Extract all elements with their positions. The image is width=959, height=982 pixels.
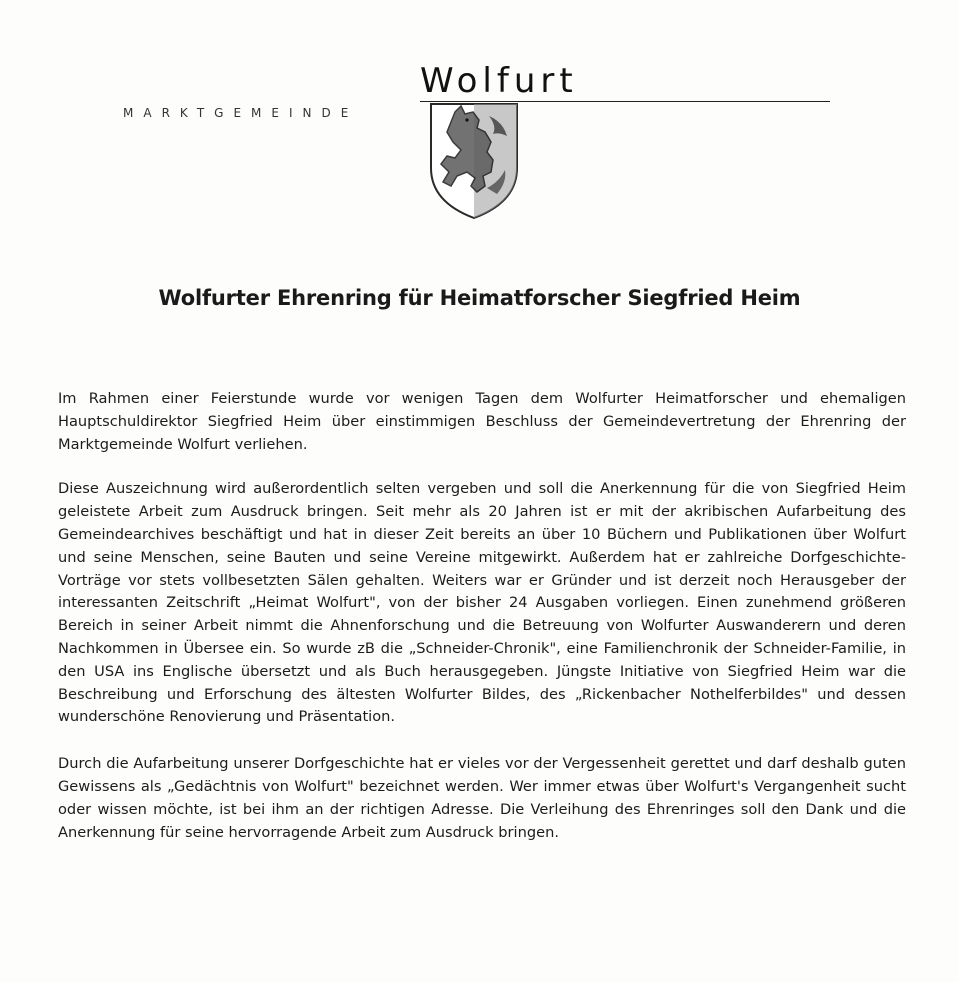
letterhead <box>0 0 959 240</box>
coat-of-arms-wolf-icon <box>427 102 521 220</box>
brand-name: Wolfurt <box>420 61 578 101</box>
page-title: Wolfurter Ehrenring für Heimatforscher Siegfried Heim <box>158 286 801 310</box>
paragraph: Im Rahmen einer Feierstunde wurde vor wenigen Tagen dem Wolfurter Heimatforscher und ehemaligen Hauptschuldirektor Siegfried Heim über einstimmigen Beschluss der Gemeindevertretung der Ehrenring der Marktgemeinde Wolfurt verliehen. <box>58 390 906 453</box>
paragraph: Diese Auszeichnung wird außerordentlich selten vergeben und soll die Anerkennung für die von Siegfried Heim geleistete Arbeit zum Ausdruck bringen. Seit mehr als 20 Jahren ist er mit der akribischen Aufarbeitung des Gemeindearchives beschäftigt und hat in dieser Zeit bereits an über 10 Büchern und Publikationen über Wolfurt und seine Menschen, seine Bauten und seine Vereine mitgewirkt. Außerdem hat er zahlreiche Dorfgeschichte-Vorträge vor stets vollbesetzten Sälen gehalten. Weiters war er Gründer und ist derzeit noch Herausgeber der interessanten Zeitschrift „Heimat Wolfurt", von der bisher 24 Ausgaben vorliegen. Einen zunehmend größeren Bereich in seiner Arbeit nimmt die Ahnenforschung und die Betreuung von Wolfurter Auswanderern und deren Nachkommen in Übersee ein. So wurde zB die „Schneider-Chronik", eine Familienchronik der Schneider-Familie, in den USA ins Englische übersetzt und als Buch herausgegeben. Jüngste Initiative von Siegfried Heim war die Beschreibung und Erforschung des ältesten Wolfurter Bildes, des „Rickenbacher Nothelferbildes" und dessen wunderschöne Renovierung und Präsentation. <box>58 480 906 726</box>
brand-subtitle: MARKTGEMEINDE <box>123 106 359 120</box>
article-body <box>58 388 906 866</box>
paragraph: Durch die Aufarbeitung unserer Dorfgeschichte hat er vieles vor der Vergessenheit gerettet und darf deshalb guten Gewissens als „Gedächtnis von Wolfurt" bezeichnet werden. Wer immer etwas über Wolfurt's Vergangenheit sucht oder wissen möchte, ist bei ihm an der richtigen Adresse. Die Verleihung des Ehrenringes soll den Dank und die Anerkennung für seine hervorragende Arbeit zum Ausdruck bringen. <box>58 755 906 841</box>
